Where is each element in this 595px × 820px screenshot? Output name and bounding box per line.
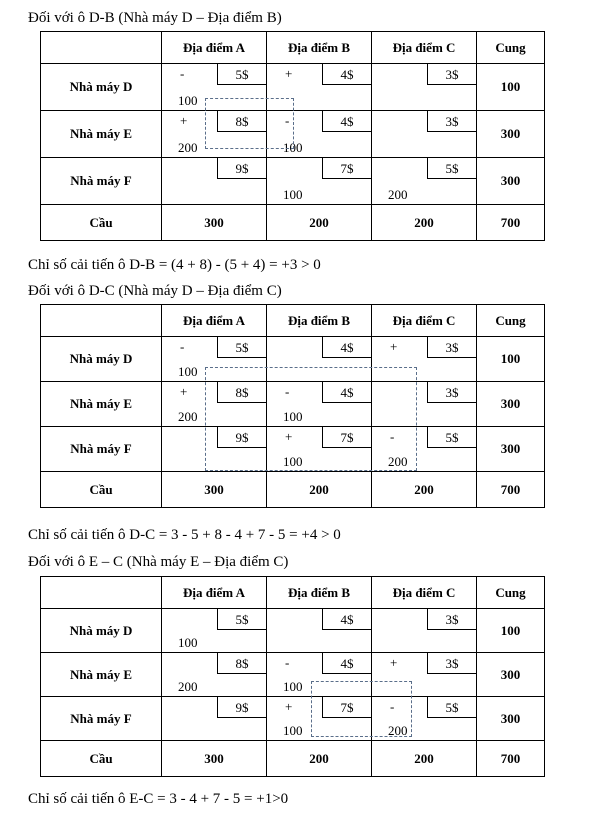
cost-box: 4$ xyxy=(322,609,371,630)
header-cell: Địa điểm C xyxy=(372,577,477,609)
supply-value: 300 xyxy=(477,111,545,158)
loop-sign: + xyxy=(180,384,188,399)
row-label: Nhà máy E xyxy=(41,382,162,427)
allocation-cell xyxy=(372,653,477,697)
demand-row xyxy=(41,472,545,508)
supply-value: 100 xyxy=(477,64,545,111)
header-cell: Địa điểm A xyxy=(162,577,267,609)
cost-box: 7$ xyxy=(322,427,371,448)
section-2-result: Chỉ số cải tiến ô D-C = 3 - 5 + 8 - 4 + 7 - 5 = +4 > 0 xyxy=(28,527,341,543)
allocation-value: 200 xyxy=(388,723,408,738)
row-label: Nhà máy D xyxy=(41,64,162,111)
section-1-heading: Đối với ô D-B (Nhà máy D – Địa điểm B) xyxy=(28,10,282,26)
allocation-cell xyxy=(372,111,477,158)
cost-box: 5$ xyxy=(217,337,266,358)
allocation-cell xyxy=(267,653,372,697)
cost-box: 5$ xyxy=(217,64,266,85)
header-corner xyxy=(41,577,162,609)
allocation-cell xyxy=(162,382,267,427)
row-label: Nhà máy F xyxy=(41,158,162,205)
allocation-cell xyxy=(162,653,267,697)
cost-box: 3$ xyxy=(427,64,476,85)
demand-label: Cầu xyxy=(41,741,162,777)
table-row xyxy=(41,697,545,741)
allocation-value: 100 xyxy=(283,187,303,202)
header-cell: Địa điểm B xyxy=(267,577,372,609)
allocation-cell xyxy=(372,427,477,472)
cost-box: 3$ xyxy=(427,609,476,630)
demand-row xyxy=(41,741,545,777)
demand-value: 200 xyxy=(267,205,372,241)
demand-value: 200 xyxy=(267,472,372,508)
loop-sign: + xyxy=(390,339,398,354)
cost-box: 4$ xyxy=(322,653,371,674)
loop-sign: + xyxy=(285,429,293,444)
cost-box: 3$ xyxy=(427,382,476,403)
cost-box: 4$ xyxy=(322,64,371,85)
table-row xyxy=(41,64,545,111)
supply-value: 300 xyxy=(477,382,545,427)
cost-box: 8$ xyxy=(217,111,266,132)
loop-sign: + xyxy=(180,113,188,128)
allocation-value: 100 xyxy=(283,454,303,469)
allocation-value: 100 xyxy=(283,140,303,155)
demand-value: 700 xyxy=(477,741,545,777)
loop-sign: - xyxy=(285,113,290,128)
allocation-value: 200 xyxy=(388,454,408,469)
header-row xyxy=(41,305,545,337)
table-row xyxy=(41,653,545,697)
cost-box: 5$ xyxy=(427,158,476,179)
header-cell: Địa điểm B xyxy=(267,305,372,337)
transport-table-3 xyxy=(40,576,545,777)
demand-value: 300 xyxy=(162,741,267,777)
demand-value: 200 xyxy=(372,741,477,777)
demand-label: Cầu xyxy=(41,472,162,508)
loop-sign: + xyxy=(285,66,293,81)
header-corner xyxy=(41,305,162,337)
allocation-value: 100 xyxy=(178,364,198,379)
allocation-cell xyxy=(372,64,477,111)
loop-sign: - xyxy=(180,339,185,354)
allocation-cell xyxy=(267,697,372,741)
demand-row xyxy=(41,205,545,241)
allocation-value: 200 xyxy=(388,187,408,202)
cost-box: 5$ xyxy=(217,609,266,630)
supply-value: 300 xyxy=(477,158,545,205)
row-label: Nhà máy D xyxy=(41,609,162,653)
table-row xyxy=(41,609,545,653)
allocation-value: 200 xyxy=(178,679,198,694)
cost-box: 9$ xyxy=(217,158,266,179)
row-label: Nhà máy E xyxy=(41,111,162,158)
demand-value: 700 xyxy=(477,205,545,241)
cost-box: 7$ xyxy=(322,158,371,179)
cost-box: 8$ xyxy=(217,382,266,403)
section-3-heading: Đối với ô E – C (Nhà máy E – Địa điểm C) xyxy=(28,554,289,570)
section-1-result: Chỉ số cải tiến ô D-B = (4 + 8) - (5 + 4) = +3 > 0 xyxy=(28,257,321,273)
header-cell: Cung xyxy=(477,577,545,609)
allocation-cell xyxy=(162,158,267,205)
allocation-value: 200 xyxy=(178,409,198,424)
table-row xyxy=(41,337,545,382)
demand-value: 200 xyxy=(372,472,477,508)
allocation-cell xyxy=(162,609,267,653)
header-cell: Địa điểm C xyxy=(372,305,477,337)
row-label: Nhà máy F xyxy=(41,427,162,472)
allocation-cell xyxy=(267,427,372,472)
transport-table-2 xyxy=(40,304,545,508)
supply-value: 300 xyxy=(477,697,545,741)
cost-box: 4$ xyxy=(322,382,371,403)
header-cell: Địa điểm A xyxy=(162,305,267,337)
allocation-cell xyxy=(372,609,477,653)
cost-box: 3$ xyxy=(427,337,476,358)
allocation-value: 100 xyxy=(283,723,303,738)
table-row xyxy=(41,382,545,427)
cost-box: 3$ xyxy=(427,653,476,674)
cost-box: 3$ xyxy=(427,111,476,132)
demand-value: 300 xyxy=(162,472,267,508)
header-row xyxy=(41,577,545,609)
cost-box: 8$ xyxy=(217,653,266,674)
demand-label: Cầu xyxy=(41,205,162,241)
supply-value: 100 xyxy=(477,609,545,653)
cost-box: 5$ xyxy=(427,427,476,448)
allocation-cell xyxy=(372,382,477,427)
supply-value: 100 xyxy=(477,337,545,382)
row-label: Nhà máy D xyxy=(41,337,162,382)
demand-value: 200 xyxy=(267,741,372,777)
allocation-value: 100 xyxy=(178,635,198,650)
table-row xyxy=(41,111,545,158)
demand-value: 300 xyxy=(162,205,267,241)
header-corner xyxy=(41,32,162,64)
loop-sign: - xyxy=(390,699,395,714)
allocation-cell xyxy=(267,64,372,111)
supply-value: 300 xyxy=(477,653,545,697)
cost-box: 9$ xyxy=(217,427,266,448)
allocation-cell xyxy=(267,382,372,427)
table-row xyxy=(41,427,545,472)
allocation-cell xyxy=(372,337,477,382)
header-cell: Cung xyxy=(477,305,545,337)
loop-sign: - xyxy=(285,655,290,670)
header-cell: Cung xyxy=(477,32,545,64)
cost-box: 4$ xyxy=(322,337,371,358)
table-row xyxy=(41,158,545,205)
header-row xyxy=(41,32,545,64)
allocation-cell xyxy=(267,337,372,382)
section-3-result: Chỉ số cải tiến ô E-C = 3 - 4 + 7 - 5 = +1>0 xyxy=(28,791,289,807)
allocation-cell xyxy=(162,111,267,158)
allocation-cell xyxy=(162,427,267,472)
header-cell: Địa điểm A xyxy=(162,32,267,64)
cost-box: 7$ xyxy=(322,697,371,718)
header-cell: Địa điểm C xyxy=(372,32,477,64)
cost-box: 9$ xyxy=(217,697,266,718)
allocation-cell xyxy=(372,158,477,205)
allocation-value: 200 xyxy=(178,140,198,155)
allocation-value: 100 xyxy=(283,679,303,694)
cost-box: 5$ xyxy=(427,697,476,718)
loop-sign: + xyxy=(285,699,293,714)
allocation-value: 100 xyxy=(283,409,303,424)
allocation-cell xyxy=(267,609,372,653)
allocation-value: 100 xyxy=(178,93,198,108)
demand-value: 700 xyxy=(477,472,545,508)
row-label: Nhà máy E xyxy=(41,653,162,697)
allocation-cell xyxy=(372,697,477,741)
loop-sign: - xyxy=(180,66,185,81)
supply-value: 300 xyxy=(477,427,545,472)
demand-value: 200 xyxy=(372,205,477,241)
header-cell: Địa điểm B xyxy=(267,32,372,64)
allocation-cell xyxy=(162,337,267,382)
allocation-cell xyxy=(162,64,267,111)
loop-sign: + xyxy=(390,655,398,670)
loop-sign: - xyxy=(285,384,290,399)
cost-box: 4$ xyxy=(322,111,371,132)
allocation-cell xyxy=(267,158,372,205)
transport-table-1 xyxy=(40,31,545,241)
loop-sign: - xyxy=(390,429,395,444)
row-label: Nhà máy F xyxy=(41,697,162,741)
allocation-cell xyxy=(267,111,372,158)
section-2-heading: Đối với ô D-C (Nhà máy D – Địa điểm C) xyxy=(28,283,282,299)
allocation-cell xyxy=(162,697,267,741)
